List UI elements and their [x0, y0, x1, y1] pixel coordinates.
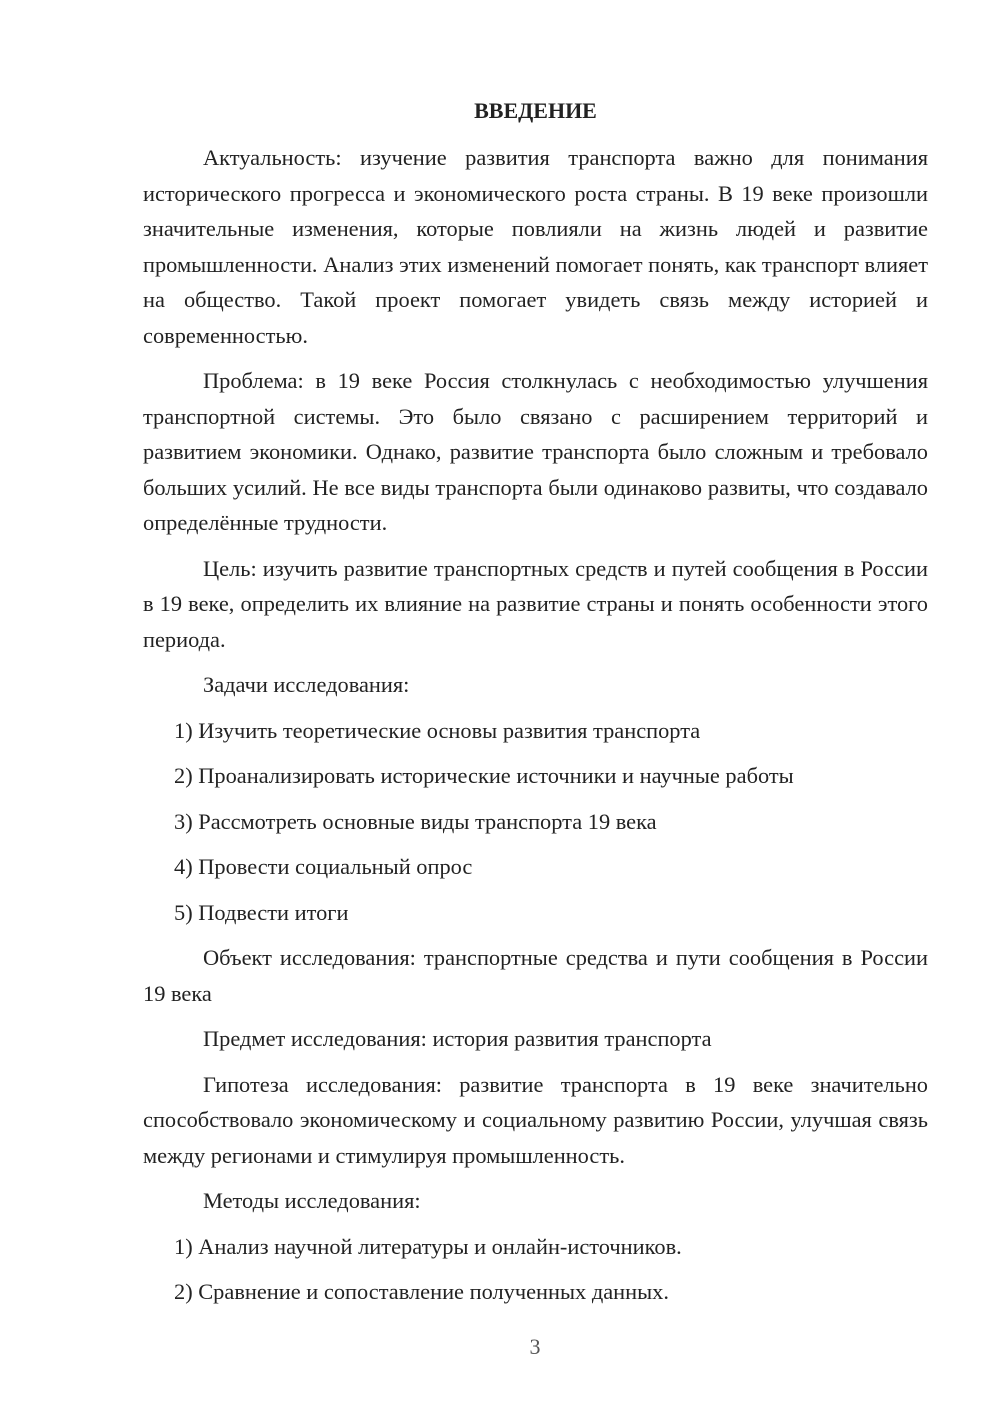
list-item: 2) Сравнение и сопоставление полученных данных. [174, 1279, 669, 1304]
subject-paragraph: Предмет исследования: история развития транспорта [203, 1026, 712, 1051]
tasks-heading: Задачи исследования: [203, 672, 410, 697]
document-page [143, 96, 928, 1320]
list-item: 1) Изучить теоретические основы развития транспорта [174, 717, 701, 743]
relevance-paragraph: Актуальность: изучение развития транспорта важно для понимания исторического прогресса и экономического роста страны. В 19 веке произошли значительные изменения, которые повлияли на жизнь людей и развитие промышленности. Анализ этих изменений помогает понять, как транспорт влияет на общество. Такой проект помогает увидеть связь между историей и современностью. [143, 145, 928, 348]
page-number: 3 [529, 1334, 541, 1359]
list-item: 3) Рассмотреть основные виды транспорта 19 века [174, 808, 657, 834]
hypothesis-paragraph: Гипотеза исследования: развитие транспорта в 19 веке значительно способствовало экономическому и социальному развитию России, улучшая связь между регионами и стимулируя промышленность. [143, 1071, 928, 1168]
problem-paragraph: Проблема: в 19 веке Россия столкнулась с необходимостью улучшения транспортной системы. Это было связано с расширением территорий и развитием экономики. Однако, развитие транспорта было сложным и требовало больших усилий. Не все виды транспорта были одинаково развиты, что создавало определённые трудности. [143, 368, 928, 535]
page-title: ВВЕДЕНИЕ [474, 98, 597, 123]
list-item: 4) Провести социальный опрос [174, 854, 473, 879]
methods-list [143, 1229, 928, 1310]
object-paragraph: Объект исследования: транспортные средства и пути сообщения в России 19 века [143, 945, 928, 1006]
methods-heading: Методы исследования: [203, 1188, 421, 1213]
list-item: 1) Анализ научной литературы и онлайн-источников. [174, 1233, 682, 1259]
list-item: 5) Подвести итоги [174, 899, 349, 925]
goal-paragraph: Цель: изучить развитие транспортных средств и путей сообщения в России в 19 веке, определить их влияние на развитие страны и понять особенности этого периода. [143, 555, 928, 652]
tasks-list [143, 713, 928, 931]
list-item: 2) Проанализировать исторические источники и научные работы [174, 763, 794, 788]
